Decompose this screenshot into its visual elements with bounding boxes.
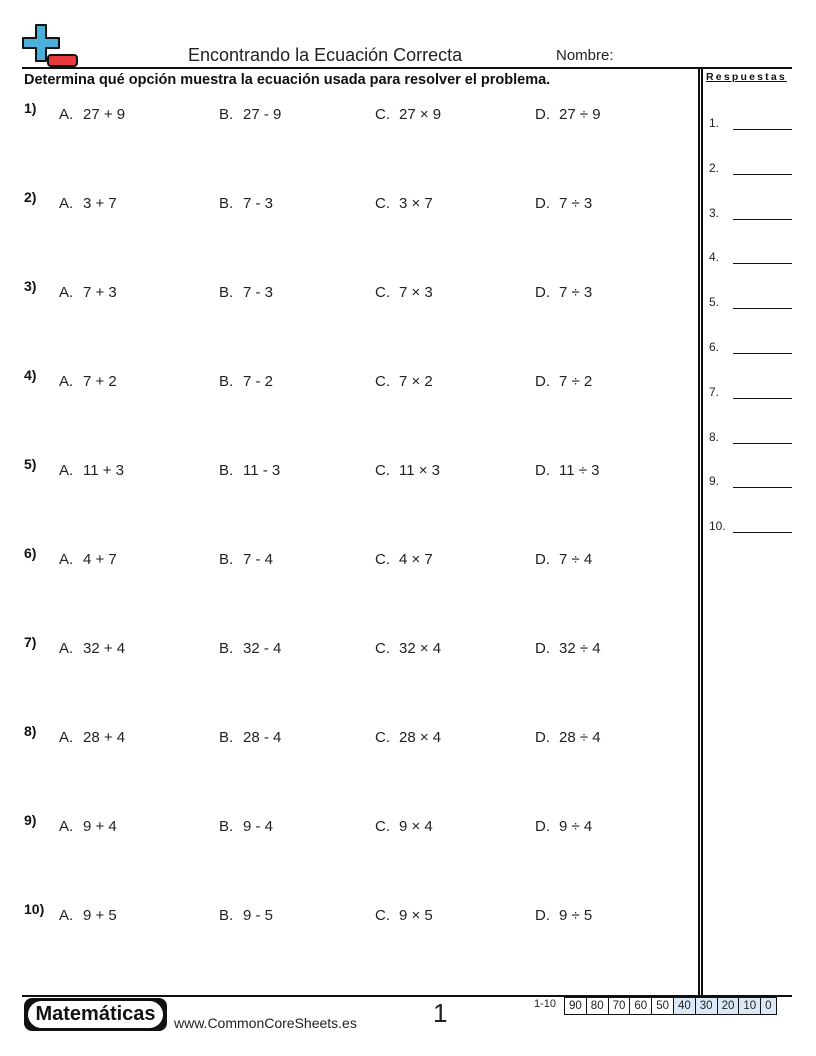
option-equation: 7 - 3 bbox=[243, 195, 274, 212]
score-range-label: 1-10 bbox=[534, 998, 557, 1010]
problem-number: 9) bbox=[24, 812, 37, 828]
option-letter: D. bbox=[535, 462, 550, 479]
option-equation: 7 + 3 bbox=[83, 284, 117, 301]
option-a bbox=[59, 818, 117, 835]
answer-number: 4. bbox=[709, 250, 720, 265]
option-a bbox=[59, 551, 117, 568]
option-equation: 9 + 4 bbox=[83, 818, 117, 835]
answer-number: 6. bbox=[709, 340, 720, 354]
option-a bbox=[59, 729, 125, 746]
answer-blank-line[interactable] bbox=[733, 174, 792, 175]
problem-row bbox=[0, 456, 700, 486]
option-letter: C. bbox=[375, 195, 390, 212]
answer-number: 10. bbox=[709, 519, 726, 534]
answer-blank-line[interactable] bbox=[733, 398, 792, 399]
option-letter: B. bbox=[219, 106, 234, 123]
problem-number: 10) bbox=[24, 901, 45, 917]
option-b bbox=[219, 462, 280, 479]
option-equation: 9 ÷ 5 bbox=[559, 907, 593, 924]
option-letter: C. bbox=[375, 106, 390, 123]
problem-number: 3) bbox=[24, 278, 37, 294]
option-a bbox=[59, 195, 117, 212]
option-c bbox=[375, 907, 433, 924]
answer-blank-line[interactable] bbox=[733, 443, 792, 444]
option-letter: B. bbox=[219, 551, 234, 568]
option-equation: 9 - 5 bbox=[243, 907, 274, 924]
score-cell: 90 bbox=[565, 997, 587, 1015]
answer-row bbox=[709, 295, 793, 313]
option-b bbox=[219, 729, 281, 746]
option-equation: 9 × 4 bbox=[399, 818, 433, 835]
answers-title: Respuestas bbox=[706, 71, 787, 83]
problem-row bbox=[0, 812, 700, 842]
option-equation: 7 ÷ 4 bbox=[559, 551, 593, 568]
instructions: Determina qué opción muestra la ecuación usada para resolver el problema. bbox=[24, 72, 551, 88]
option-equation: 7 × 3 bbox=[399, 284, 433, 301]
option-letter: A. bbox=[59, 106, 74, 123]
option-letter: B. bbox=[219, 640, 234, 657]
score-cell: 30 bbox=[696, 997, 718, 1015]
problem-row bbox=[0, 545, 700, 575]
option-d bbox=[535, 195, 592, 212]
option-equation: 32 - 4 bbox=[243, 640, 282, 657]
option-equation: 11 - 3 bbox=[243, 462, 281, 479]
score-cell: 60 bbox=[630, 997, 652, 1015]
option-letter: A. bbox=[59, 284, 74, 301]
score-cell: 70 bbox=[609, 997, 631, 1015]
option-equation: 3 × 7 bbox=[399, 195, 433, 212]
answer-number: 3. bbox=[709, 205, 720, 220]
option-equation: 7 ÷ 2 bbox=[559, 373, 593, 390]
answer-blank-line[interactable] bbox=[733, 353, 792, 354]
option-d bbox=[535, 907, 592, 924]
option-a bbox=[59, 462, 124, 479]
problem-number: 7) bbox=[24, 634, 37, 650]
option-equation: 7 - 2 bbox=[243, 373, 274, 390]
answer-number: 5. bbox=[709, 295, 720, 310]
option-letter: A. bbox=[59, 818, 74, 835]
option-equation: 9 × 5 bbox=[399, 907, 433, 924]
option-b bbox=[219, 818, 273, 835]
option-equation: 32 ÷ 4 bbox=[559, 640, 601, 657]
option-letter: A. bbox=[59, 195, 74, 212]
answer-row bbox=[709, 340, 793, 358]
option-letter: D. bbox=[535, 373, 550, 390]
option-d bbox=[535, 818, 592, 835]
option-c bbox=[375, 818, 433, 835]
option-equation: 27 - 9 bbox=[243, 106, 282, 123]
answer-blank-line[interactable] bbox=[733, 532, 792, 533]
problem-number: 1) bbox=[24, 100, 37, 116]
answer-row bbox=[709, 250, 793, 268]
subject-badge-label: Matemáticas bbox=[35, 1003, 156, 1025]
score-cell: 50 bbox=[652, 997, 674, 1015]
option-c bbox=[375, 729, 441, 746]
answer-blank-line[interactable] bbox=[733, 487, 792, 488]
option-letter: B. bbox=[219, 818, 234, 835]
option-b bbox=[219, 907, 273, 924]
option-letter: C. bbox=[375, 373, 390, 390]
option-letter: C. bbox=[375, 907, 390, 924]
score-cell: 20 bbox=[718, 997, 740, 1015]
answer-row bbox=[709, 116, 793, 134]
answer-number: 1. bbox=[709, 116, 720, 130]
problem-row bbox=[0, 100, 700, 130]
worksheet-title: Encontrando la Ecuación Correcta bbox=[188, 45, 463, 65]
option-letter: D. bbox=[535, 907, 550, 924]
option-letter: B. bbox=[219, 284, 234, 301]
option-b bbox=[219, 106, 281, 123]
problem-number: 2) bbox=[24, 189, 37, 205]
option-equation: 11 × 3 bbox=[399, 462, 441, 479]
problem-number: 5) bbox=[24, 456, 37, 472]
problem-number: 8) bbox=[24, 723, 37, 739]
option-equation: 28 + 4 bbox=[83, 729, 126, 746]
option-equation: 32 × 4 bbox=[399, 640, 442, 657]
option-c bbox=[375, 284, 433, 301]
option-c bbox=[375, 373, 433, 390]
option-a bbox=[59, 640, 125, 657]
option-c bbox=[375, 551, 433, 568]
option-equation: 4 × 7 bbox=[399, 551, 433, 568]
option-a bbox=[59, 907, 117, 924]
problem-row bbox=[0, 634, 700, 664]
option-letter: C. bbox=[375, 551, 390, 568]
option-equation: 7 ÷ 3 bbox=[559, 195, 593, 212]
option-equation: 11 ÷ 3 bbox=[559, 462, 600, 479]
problem-number: 4) bbox=[24, 367, 37, 383]
subject-badge bbox=[24, 998, 167, 1031]
option-equation: 4 + 7 bbox=[83, 551, 117, 568]
score-cell: 0 bbox=[761, 997, 776, 1015]
answer-row bbox=[709, 206, 793, 224]
option-a bbox=[59, 373, 117, 390]
option-b bbox=[219, 551, 273, 568]
option-equation: 9 ÷ 4 bbox=[559, 818, 593, 835]
option-letter: D. bbox=[535, 106, 550, 123]
option-d bbox=[535, 551, 592, 568]
option-equation: 7 + 2 bbox=[83, 373, 117, 390]
score-cell: 10 bbox=[739, 997, 761, 1015]
option-equation: 3 + 7 bbox=[83, 195, 117, 212]
option-equation: 7 - 3 bbox=[243, 284, 274, 301]
page-number: 1 bbox=[433, 998, 448, 1028]
option-equation: 32 + 4 bbox=[83, 640, 126, 657]
problem-row bbox=[0, 901, 700, 931]
answer-blank-line[interactable] bbox=[733, 129, 792, 130]
problem-row bbox=[0, 723, 700, 753]
option-equation: 28 ÷ 4 bbox=[559, 729, 601, 746]
answer-row bbox=[709, 161, 793, 179]
answer-row bbox=[709, 430, 793, 448]
answer-number: 2. bbox=[709, 160, 720, 175]
plus-minus-logo-icon bbox=[22, 24, 80, 68]
problem-number: 6) bbox=[24, 545, 37, 561]
option-equation: 7 ÷ 3 bbox=[559, 284, 593, 301]
answer-blank-line[interactable] bbox=[733, 308, 792, 309]
option-equation: 7 - 4 bbox=[243, 551, 274, 568]
option-equation: 9 + 5 bbox=[83, 907, 117, 924]
option-d bbox=[535, 462, 599, 479]
option-c bbox=[375, 640, 441, 657]
option-letter: A. bbox=[59, 551, 74, 568]
option-letter: D. bbox=[535, 195, 550, 212]
option-c bbox=[375, 195, 433, 212]
option-letter: A. bbox=[59, 729, 74, 746]
option-letter: A. bbox=[59, 373, 74, 390]
name-label: Nombre: bbox=[556, 47, 614, 64]
option-b bbox=[219, 195, 273, 212]
problem-row bbox=[0, 278, 700, 308]
option-letter: C. bbox=[375, 284, 390, 301]
option-a bbox=[59, 106, 125, 123]
option-d bbox=[535, 640, 601, 657]
option-equation: 7 × 2 bbox=[399, 373, 433, 390]
option-d bbox=[535, 284, 592, 301]
score-cell: 80 bbox=[587, 997, 609, 1015]
problem-row bbox=[0, 367, 700, 397]
option-letter: B. bbox=[219, 907, 234, 924]
option-equation: 11 + 3 bbox=[83, 462, 125, 479]
option-letter: D. bbox=[535, 818, 550, 835]
option-letter: A. bbox=[59, 640, 74, 657]
problem-row bbox=[0, 189, 700, 219]
option-b bbox=[219, 284, 273, 301]
answer-number: 9. bbox=[709, 474, 720, 489]
option-letter: C. bbox=[375, 818, 390, 835]
option-letter: D. bbox=[535, 551, 550, 568]
option-letter: B. bbox=[219, 373, 234, 390]
option-b bbox=[219, 373, 273, 390]
option-letter: C. bbox=[375, 640, 390, 657]
option-c bbox=[375, 106, 441, 123]
option-letter: C. bbox=[375, 729, 390, 746]
option-equation: 9 - 4 bbox=[243, 818, 274, 835]
option-d bbox=[535, 373, 592, 390]
site-url: www.CommonCoreSheets.es bbox=[174, 1015, 357, 1031]
header-divider bbox=[22, 67, 792, 69]
option-equation: 27 × 9 bbox=[399, 106, 442, 123]
answer-row bbox=[709, 385, 793, 403]
option-letter: B. bbox=[219, 462, 234, 479]
option-equation: 27 ÷ 9 bbox=[559, 106, 601, 123]
answer-number: 7. bbox=[709, 384, 720, 399]
option-letter: D. bbox=[535, 640, 550, 657]
option-letter: A. bbox=[59, 907, 74, 924]
option-letter: C. bbox=[375, 462, 390, 479]
option-a bbox=[59, 284, 117, 301]
option-d bbox=[535, 106, 601, 123]
option-letter: D. bbox=[535, 729, 550, 746]
option-d bbox=[535, 729, 601, 746]
option-b bbox=[219, 640, 281, 657]
score-table bbox=[564, 997, 777, 1015]
answer-blank-line[interactable] bbox=[733, 263, 792, 264]
option-equation: 28 - 4 bbox=[243, 729, 282, 746]
answer-row bbox=[709, 519, 793, 537]
option-c bbox=[375, 462, 440, 479]
answer-blank-line[interactable] bbox=[733, 219, 792, 220]
option-letter: A. bbox=[59, 462, 74, 479]
score-cell: 40 bbox=[674, 997, 696, 1015]
option-letter: B. bbox=[219, 729, 234, 746]
answer-row bbox=[709, 474, 793, 492]
option-letter: B. bbox=[219, 195, 234, 212]
answer-number: 8. bbox=[709, 429, 720, 444]
option-letter: D. bbox=[535, 284, 550, 301]
option-equation: 28 × 4 bbox=[399, 729, 442, 746]
option-equation: 27 + 9 bbox=[83, 106, 126, 123]
